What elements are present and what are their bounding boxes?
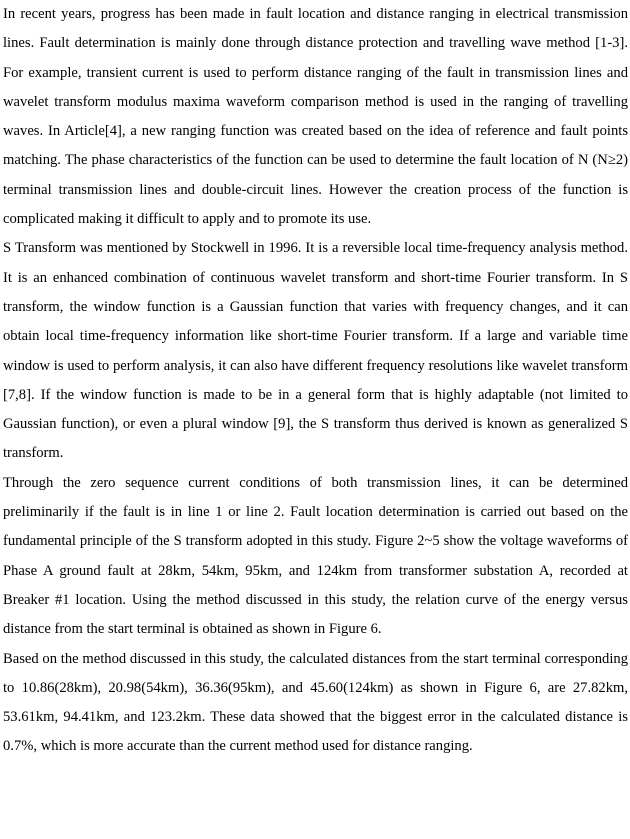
document-body <box>3 0 628 762</box>
paragraph-zero-sequence: Through the zero sequence current conditions of both transmission lines, it can be determined preliminarily if the fault is in line 1 or line 2. Fault location determination is carried out based on the fundamental principle of the S transform adopted in this study. Figure 2~5 show the voltage waveforms of Phase A ground fault at 28km, 54km, 95km, and 124km from transformer substation A, recorded at Breaker #1 location. Using the method discussed in this study, the relation curve of the energy versus distance from the start terminal is obtained as shown in Figure 6. <box>3 474 628 638</box>
paragraph-s-transform: S Transform was mentioned by Stockwell in 1996. It is a reversible local time-frequency analysis method. It is an enhanced combination of continuous wavelet transform and short-time Fourier transform. In S transform, the window function is a Gaussian function that varies with frequency changes, and it can obtain local time-frequency information like short-time Fourier transform. If a large and variable time window is used to perform analysis, it can also have different frequency resolutions like wavelet transform [7,8]. If the window function is made to be in a general form that is highly adaptable (not limited to Gaussian function), or even a plural window [9], the S transform thus derived is known as generalized S transform. <box>3 240 628 462</box>
paragraph-results: Based on the method discussed in this study, the calculated distances from the start terminal corresponding to 10.86(28km), 20.98(54km), 36.36(95km), and 45.60(124km) as shown in Figure 6, are 27.82km, 53.61km, 94.41km, and 123.2km. These data showed that the biggest error in the calculated distance is 0.7%, which is more accurate than the current method used for distance ranging. <box>3 650 628 755</box>
paragraph-fault-location-intro: In recent years, progress has been made in fault location and distance ranging in electrical transmission lines. Fault determination is mainly done through distance protection and travelling wave method [1-3]. For example, transient current is used to perform distance ranging of the fault in transmission lines and wavelet transform modulus maxima waveform comparison method is used in the ranging of travelling waves. In Article[4], a new ranging function was created based on the idea of reference and fault points matching. The phase characteristics of the function can be used to determine the fault location of N (N≥2) terminal transmission lines and double-circuit lines. However the creation process of the function is complicated making it difficult to apply and to promote its use. <box>3 6 628 228</box>
